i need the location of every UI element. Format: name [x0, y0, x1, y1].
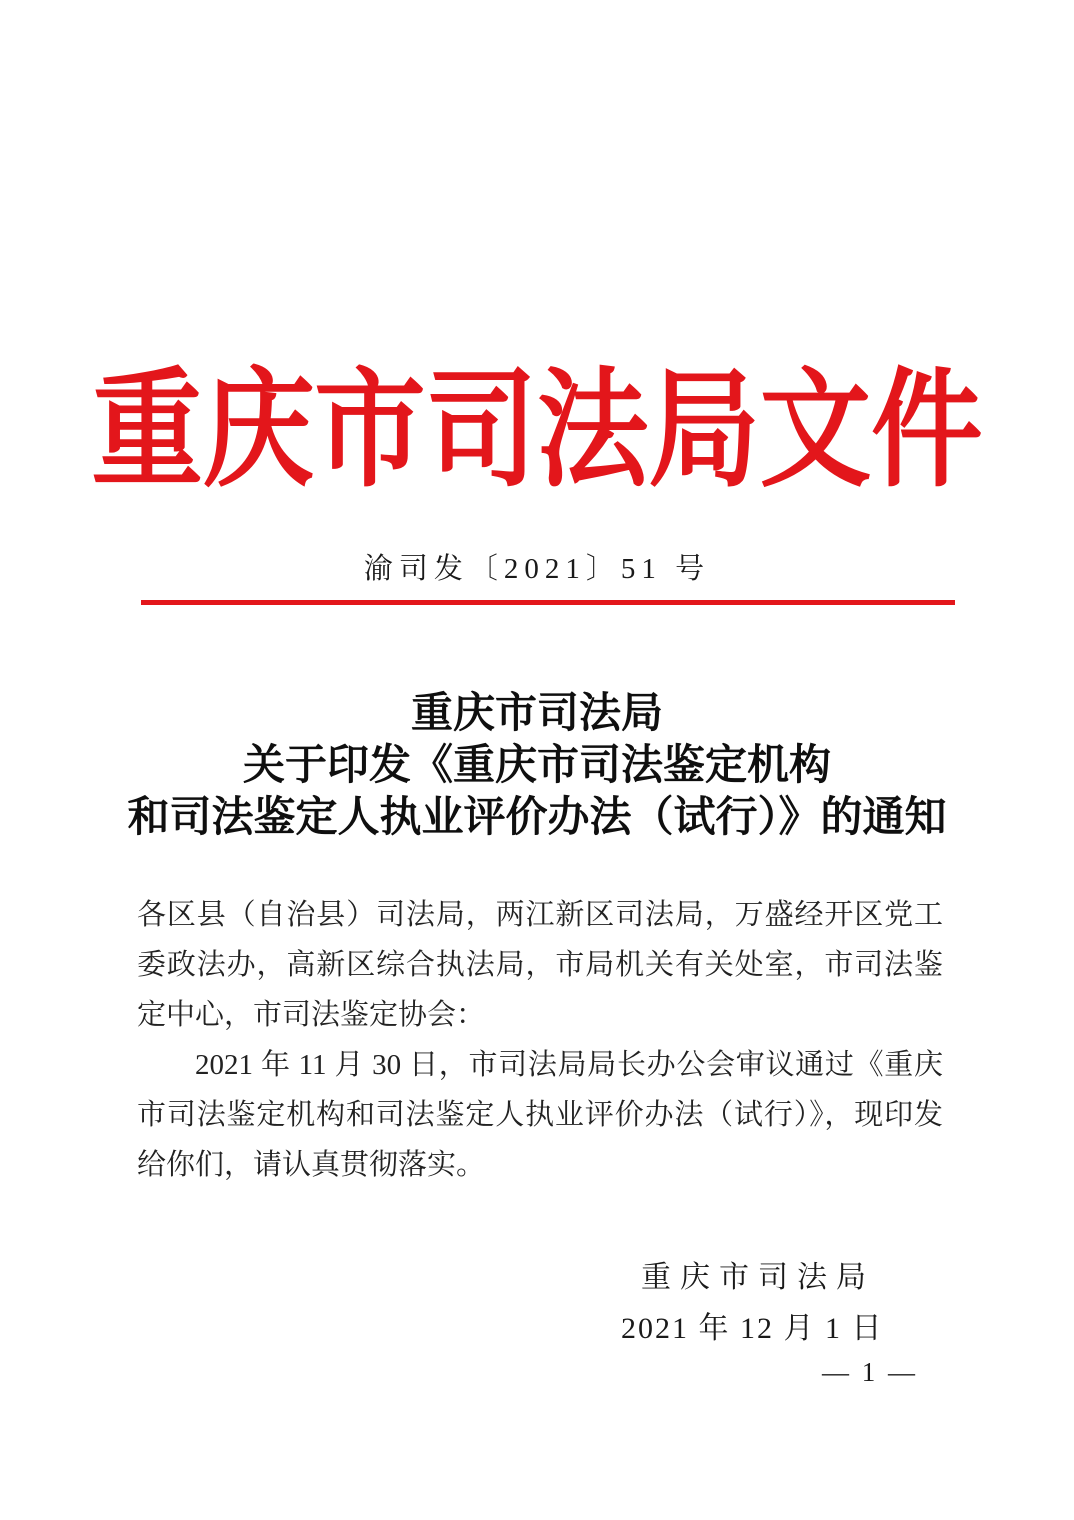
letterhead-org-title: 重庆市司法局文件: [91, 360, 983, 502]
notice-title-line-2: 关于印发《重庆市司法鉴定机构: [242, 743, 831, 789]
signature-date: 2021 年 12 月 1 日: [621, 1312, 884, 1345]
page-number: — 1 —: [822, 1357, 918, 1387]
main-notice-paragraph: 2021 年 11 月 30 日，市司法局局长办公会审议通过《重庆市司法鉴定机构和司法鉴定人执业评价办法（试行）》，现印发给你们，请认真贯彻落实。: [137, 1049, 943, 1181]
document-body: [137, 890, 943, 1190]
notice-title-line-1: 重庆市司法局: [410, 691, 663, 737]
addressee-paragraph: 各区县（自治县）司法局，两江新区司法局，万盛经开区党工委政法办，高新区综合执法局，市局机关有关处室，市司法鉴定中心，市司法鉴定协会：: [137, 899, 943, 1031]
signature-organization: 重庆市司法局: [641, 1261, 875, 1294]
notice-title-line-3: 和司法鉴定人执业评价办法（试行）》的通知: [127, 795, 947, 841]
document-reference-number: 渝司发〔2021〕51 号: [363, 553, 711, 585]
letterhead-divider-rule: [141, 600, 955, 605]
notice-title: [0, 688, 1074, 844]
